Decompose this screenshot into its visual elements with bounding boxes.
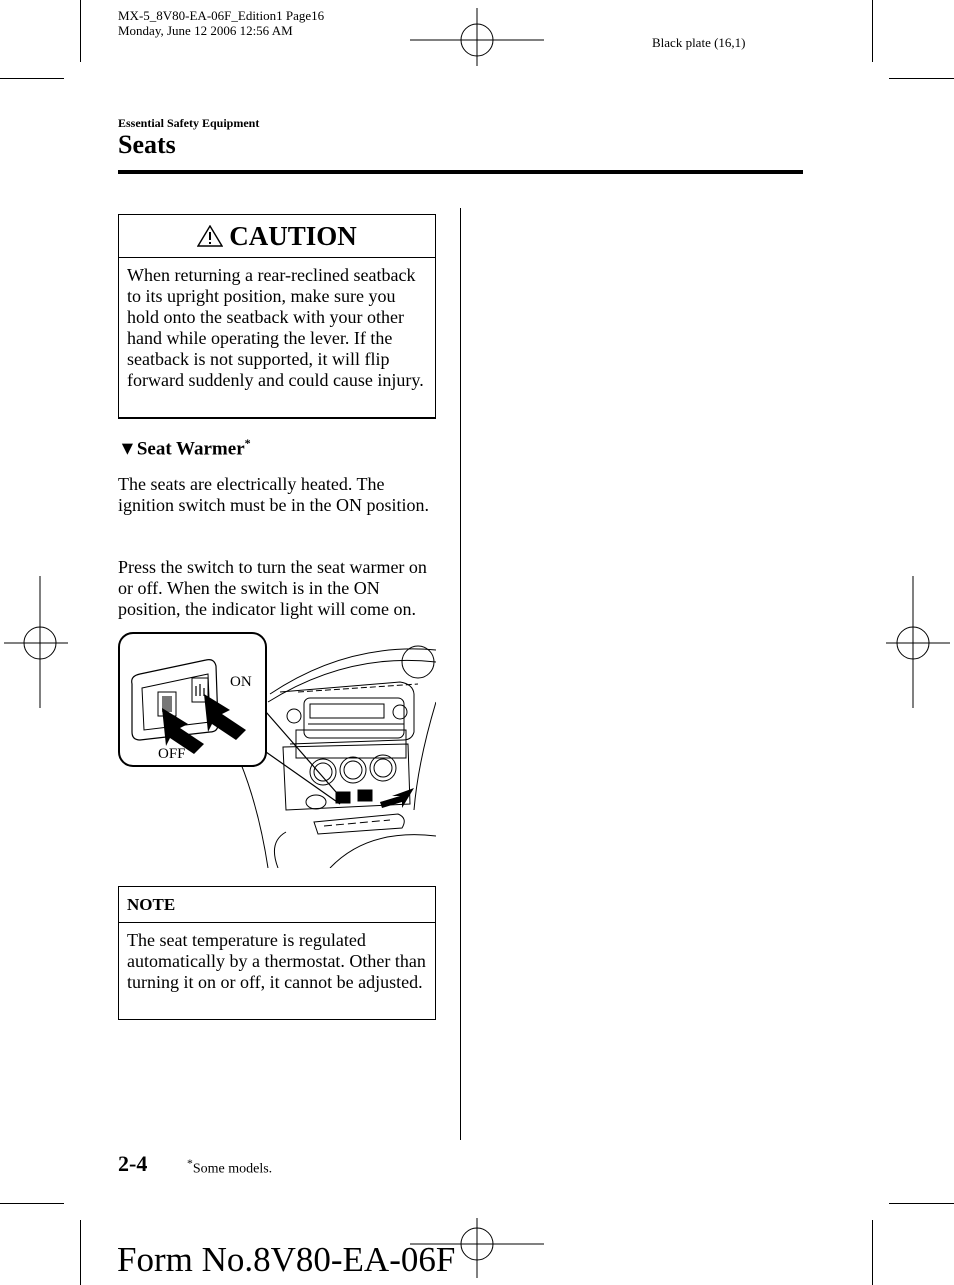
column-divider: [460, 208, 461, 1140]
warning-triangle-icon: [197, 225, 223, 247]
note-title: NOTE: [119, 887, 435, 923]
registration-target-top: [410, 4, 544, 68]
registration-target-right: [886, 576, 950, 708]
footnote-text: Some models.: [192, 1161, 273, 1177]
file-line: MX-5_8V80-EA-06F_Edition1 Page16: [118, 8, 325, 23]
title-rule: [118, 170, 803, 174]
on-label: ON: [230, 674, 252, 690]
section-marker-icon: ▼: [118, 438, 137, 460]
off-label: OFF: [158, 746, 186, 762]
registration-target-left: [4, 576, 68, 708]
section-label: Essential Safety Equipment: [118, 116, 260, 130]
footnote-asterisk: *: [187, 1157, 193, 1170]
caution-title: CAUTION: [229, 220, 357, 251]
seat-warmer-paragraph-1: The seats are electrically heated. The ignition switch must be in the ON position.: [118, 474, 429, 515]
seat-warmer-paragraph-2: Press the switch to turn the seat warmer on or off. When the switch is in the ON position, the indicator light will come on.: [118, 557, 427, 619]
seat-warmer-heading: [118, 436, 251, 460]
note-box: [118, 886, 436, 1020]
seat-warmer-title: Seat Warmer: [136, 438, 245, 460]
caution-box: [118, 214, 436, 419]
footnote: [187, 1157, 272, 1178]
form-number: Form No.8V80-EA-06F: [117, 1240, 456, 1279]
plate-label: Black plate (16,1): [652, 35, 746, 50]
seat-warmer-switch-illustration: [118, 632, 436, 868]
page-number: 2-4: [118, 1151, 148, 1176]
caution-header: [119, 215, 435, 258]
note-text: The seat temperature is regulated automatically by a thermostat. Other than turning it on or off, it cannot be adjusted.: [127, 930, 426, 992]
print-header: [118, 8, 324, 38]
caution-text: When returning a rear-reclined seatback to its upright position, make sure you hold onto the seatback with your other hand while operating the lever. If the seatback is not supported, it will flip forward suddenly and could cause injury.: [127, 265, 424, 390]
asterisk-mark: *: [244, 436, 251, 450]
page-title: Seats: [118, 130, 176, 159]
date-line: Monday, June 12 2006 12:56 AM: [118, 23, 293, 38]
